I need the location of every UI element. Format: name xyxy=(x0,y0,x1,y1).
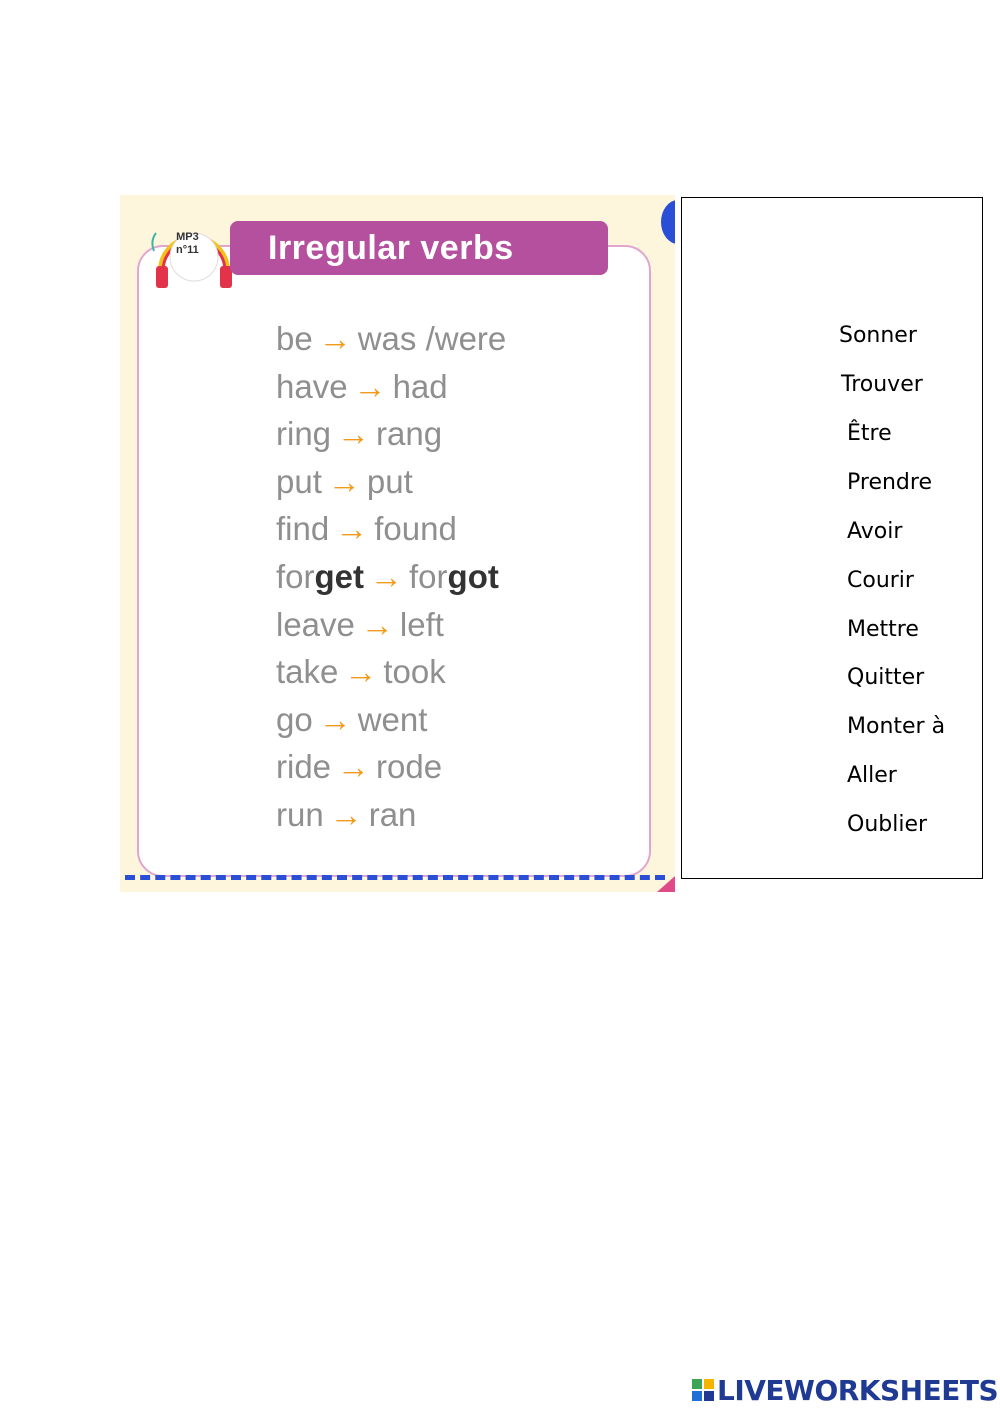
arrow-icon: → xyxy=(327,462,361,500)
verb-base: leave xyxy=(276,605,355,643)
arrow-icon: → xyxy=(353,367,387,405)
arrow-icon: → xyxy=(370,557,404,595)
verb-base-bold: get xyxy=(314,557,365,595)
liveworksheets-icon xyxy=(692,1379,714,1401)
verb-past: was /were xyxy=(357,320,507,357)
brand-name: LIVEWORKSHEETS xyxy=(717,1373,999,1407)
verb-base: be xyxy=(276,320,313,357)
arrow-icon: → xyxy=(335,510,369,548)
verb-row-forget xyxy=(276,553,506,601)
translation-word[interactable]: Courir xyxy=(847,568,914,593)
verb-base: ring xyxy=(276,415,332,453)
verb-past: ran xyxy=(368,795,417,833)
verb-row-put xyxy=(276,458,506,506)
arrow-icon: → xyxy=(329,795,363,833)
translation-word[interactable]: Quitter xyxy=(847,665,925,690)
translation-word[interactable]: Sonner xyxy=(839,323,917,348)
translation-word[interactable]: Avoir xyxy=(847,519,903,544)
translation-word[interactable]: Oublier xyxy=(847,812,928,837)
verb-past: rang xyxy=(376,415,443,453)
verb-base: put xyxy=(276,462,322,500)
verb-past: put xyxy=(366,462,413,500)
arrow-icon: → xyxy=(344,653,378,691)
verb-past: had xyxy=(392,367,448,405)
card-title: Irregular verbs xyxy=(230,221,608,275)
verb-row-have xyxy=(276,363,506,411)
verb-past: rode xyxy=(376,748,443,786)
verb-past-bold: got xyxy=(447,557,499,595)
verb-row-ride xyxy=(276,743,506,791)
verb-base: take xyxy=(276,653,339,691)
translation-word[interactable]: Monter à xyxy=(847,714,946,739)
translation-word[interactable]: Prendre xyxy=(847,470,932,495)
verb-past: found xyxy=(374,510,457,548)
liveworksheets-logo xyxy=(692,1372,998,1408)
mp3-badge-line1: MP3 xyxy=(176,231,199,243)
verb-row-run xyxy=(276,791,506,839)
corner-decoration xyxy=(657,876,675,892)
verb-base: go xyxy=(276,700,313,738)
arrow-icon: → xyxy=(318,700,352,738)
arrow-icon: → xyxy=(360,605,394,643)
dashed-divider xyxy=(125,875,665,880)
verb-row-take xyxy=(276,648,506,696)
decorative-circle xyxy=(661,200,675,244)
verb-base-prefix: for xyxy=(276,557,315,595)
translation-word[interactable]: Trouver xyxy=(841,372,923,397)
arrow-icon: → xyxy=(337,748,371,786)
mp3-badge-line2: n°11 xyxy=(176,244,199,256)
verb-base: ride xyxy=(276,748,332,786)
translation-word[interactable]: Être xyxy=(847,421,892,446)
verb-list xyxy=(276,315,506,839)
verb-past: took xyxy=(383,653,446,691)
verb-row-leave xyxy=(276,601,506,649)
translation-word[interactable]: Aller xyxy=(847,763,897,788)
arrow-icon: → xyxy=(337,415,371,453)
verb-row-ring xyxy=(276,410,506,458)
verb-base: find xyxy=(276,510,330,548)
mp3-badge xyxy=(176,231,199,257)
arrow-icon: → xyxy=(318,320,352,357)
verb-past: left xyxy=(399,605,444,643)
verb-row-be xyxy=(276,315,506,363)
verb-past-prefix: for xyxy=(409,557,448,595)
verb-row-go xyxy=(276,696,506,744)
irregular-verbs-card xyxy=(120,195,675,892)
translation-word[interactable]: Mettre xyxy=(847,617,919,642)
verb-row-find xyxy=(276,505,506,553)
verb-past: went xyxy=(357,700,428,738)
verb-base: have xyxy=(276,367,348,405)
verb-base: run xyxy=(276,795,324,833)
translation-word-box xyxy=(681,197,983,879)
